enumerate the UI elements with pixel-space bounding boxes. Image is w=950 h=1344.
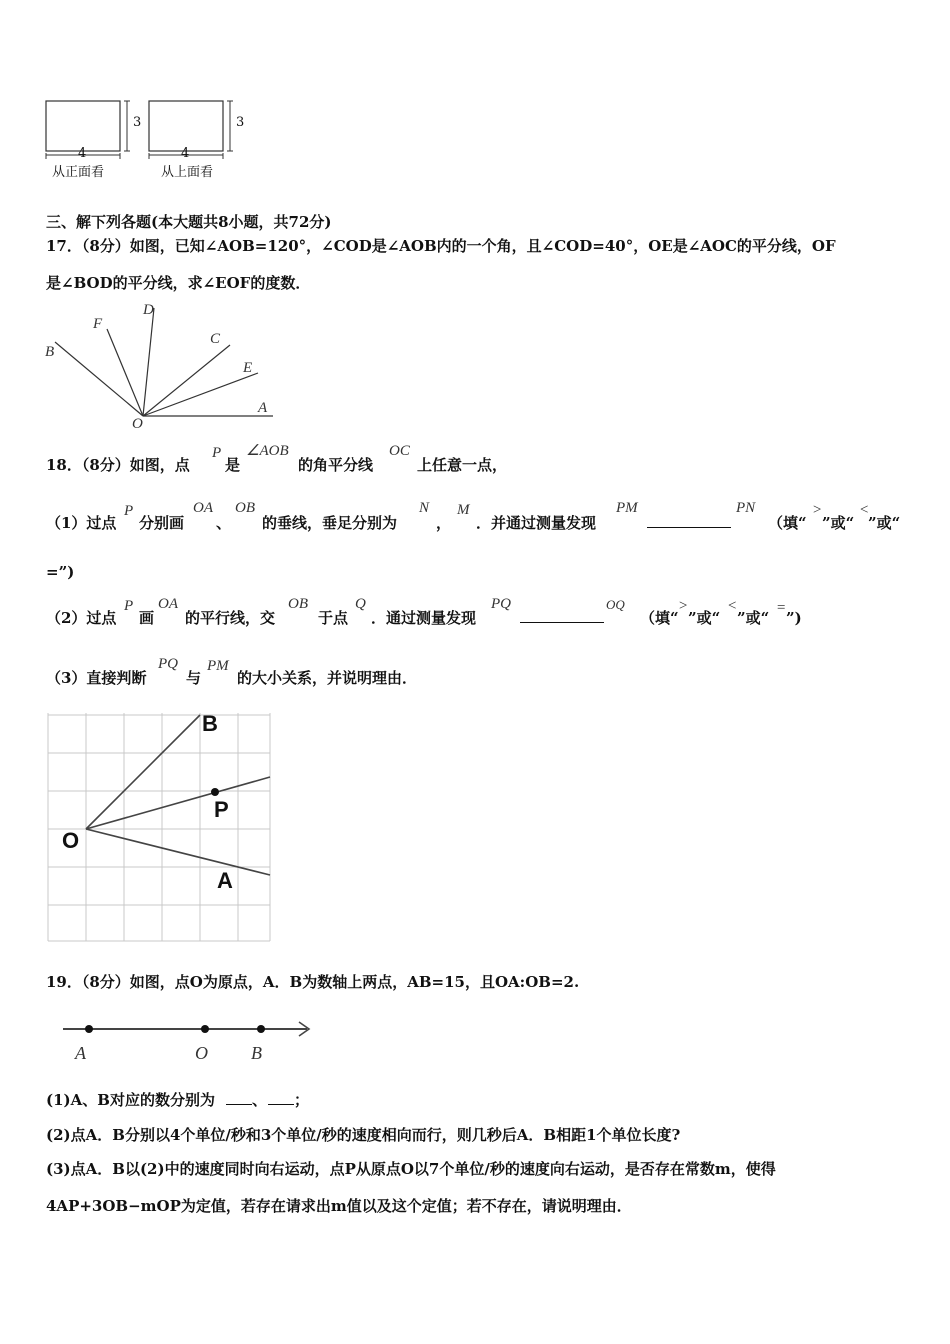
q18-p2-lt: < — [727, 598, 738, 614]
q18-p2-fill-b: ”或“ — [688, 609, 721, 627]
q18-p1-var-OA: OA — [193, 500, 213, 516]
q17-label-O: O — [132, 416, 143, 432]
front-view-caption: 从正面看 — [52, 165, 105, 180]
q18-p2-var-OB: OB — [288, 596, 308, 612]
q19-p1-c: ； — [294, 1091, 310, 1109]
q18-p2-fill-c: ”或“ — [737, 609, 770, 627]
axis-label-A: A — [75, 1043, 86, 1063]
q17-label-D: D — [143, 302, 154, 318]
q17-label-F: F — [93, 316, 103, 332]
q18-p3-c: 的大小关系，并说明理由． — [237, 669, 418, 687]
q18-intro-a: 18．（8分）如图，点 — [46, 456, 190, 474]
q18-intro-d: 上任意一点， — [417, 456, 508, 474]
q18-p1-b: 分别画 — [139, 514, 185, 532]
q18-p1-var-OB: OB — [235, 500, 255, 516]
q18-p1-answer-blank[interactable] — [647, 513, 731, 528]
q19-p1-blank-B[interactable] — [268, 1090, 294, 1105]
q18-p2-var-Q: Q — [355, 596, 366, 612]
q17-label-A: A — [258, 400, 268, 416]
q19-intro: 19．（8分）如图，点O为原点，A．B为数轴上两点，AB=15，且OA:OB=2. — [46, 973, 580, 991]
q18-p2-c: 的平行线，交 — [185, 609, 276, 627]
q18-p1-a: （1）过点 — [46, 514, 117, 532]
q19-p1-a: (1)A、B对应的数分别为 — [46, 1091, 215, 1109]
q18-p1-c: 的垂线，垂足分别为 — [262, 514, 398, 532]
q18-p1-lt: < — [859, 502, 870, 518]
top-view-width: 4 — [181, 146, 190, 161]
point-P-dot — [211, 788, 219, 796]
q18-p1-end: =”) — [46, 563, 75, 581]
point-B-dot — [257, 1025, 265, 1033]
q18-p3-var-PM: PM — [207, 658, 229, 674]
front-view-height: 3 — [133, 115, 142, 130]
axis-label-B: B — [251, 1043, 262, 1063]
q17-label-C: C — [210, 331, 221, 347]
point-A-dot — [85, 1025, 93, 1033]
q17-label-E: E — [243, 360, 253, 376]
q18-p2-answer-blank[interactable] — [520, 608, 604, 623]
q18-p1-var-P: P — [124, 503, 134, 519]
q18-intro-c: 的角平分线 — [298, 456, 374, 474]
q19-p1-blank-A[interactable] — [226, 1090, 252, 1105]
q18-p2-var-P: P — [124, 598, 134, 614]
q18-p1-fill-c: ”或“ — [868, 514, 901, 532]
q18-p1-comma: ， — [436, 514, 452, 532]
q18-p1-fill-a: （填“ — [768, 514, 807, 532]
q18-p1-var-PM: PM — [616, 500, 638, 516]
q18-var-OC: OC — [389, 443, 410, 459]
grid-label-P: P — [214, 797, 229, 822]
q18-p2-gt: > — [678, 598, 689, 614]
q18-var-AOB: ∠AOB — [246, 443, 289, 459]
grid-label-O: O — [62, 828, 80, 853]
q18-p2-end: ”) — [786, 609, 802, 627]
q19-number-line — [55, 1015, 320, 1045]
q18-p2-var-OA: OA — [158, 596, 178, 612]
q18-p2-fill-a: （填“ — [640, 609, 679, 627]
q18-p1-dun: 、 — [216, 514, 232, 532]
q18-p1-d: ．并通过测量发现 — [476, 514, 597, 532]
q18-p3-var-PQ: PQ — [158, 656, 178, 672]
q18-p1-var-M: M — [457, 502, 470, 518]
q18-p3-a: （3）直接判断 — [46, 669, 147, 687]
q18-p2-a: （2）过点 — [46, 609, 117, 627]
grid-label-B: B — [202, 711, 218, 736]
q18-intro-b: 是 — [225, 456, 241, 474]
q17-label-B: B — [45, 344, 55, 360]
q18-p1-gt: > — [812, 502, 823, 518]
q17-line2: 是∠BOD的平分线，求∠EOF的度数． — [46, 274, 311, 292]
q18-p2-b: 画 — [139, 609, 155, 627]
q19-p2: (2)点A．B分别以4个单位/秒和3个单位/秒的速度相向而行，则几秒后A．B相距1个单位长度? — [46, 1126, 681, 1144]
q19-p1-b: 、 — [252, 1091, 268, 1109]
section-heading: 三、解下列各题(本大题共8小题，共72分) — [46, 213, 332, 231]
q19-p3-line1: (3)点A．B以(2)中的速度同时向右运动，点P从原点O以7个单位/秒的速度向右运动，是否存在常数m，使得 — [46, 1160, 776, 1178]
q18-p2-eq: = — [776, 600, 787, 616]
q18-p2-var-PQ: PQ — [491, 596, 511, 612]
q18-p1-var-N: N — [419, 500, 430, 516]
axis-label-O: O — [195, 1043, 208, 1063]
q18-p1-var-PN: PN — [736, 500, 756, 516]
q18-p2-d: 于点 — [318, 609, 349, 627]
top-view-height: 3 — [236, 115, 245, 130]
q18-p3-b: 与 — [186, 669, 202, 687]
q18-p2-var-OQ: OQ — [606, 597, 625, 612]
front-view-width: 4 — [78, 146, 87, 161]
top-view-caption: 从上面看 — [161, 165, 214, 180]
q18-p2-e: ．通过测量发现 — [371, 609, 477, 627]
q18-p1-fill-b: ”或“ — [822, 514, 855, 532]
point-O-dot — [201, 1025, 209, 1033]
q17-line1: 17．（8分）如图，已知∠AOB=120°，∠COD是∠AOB内的一个角，且∠COD=40°，OE是∠AOC的平分线，OF — [46, 237, 836, 255]
grid-label-A: A — [217, 868, 233, 893]
q19-p3-line2: 4AP+3OB−mOP为定值，若存在请求出m值以及这个定值；若不存在，请说明理由． — [46, 1197, 632, 1215]
q18-var-P: P — [212, 445, 222, 461]
